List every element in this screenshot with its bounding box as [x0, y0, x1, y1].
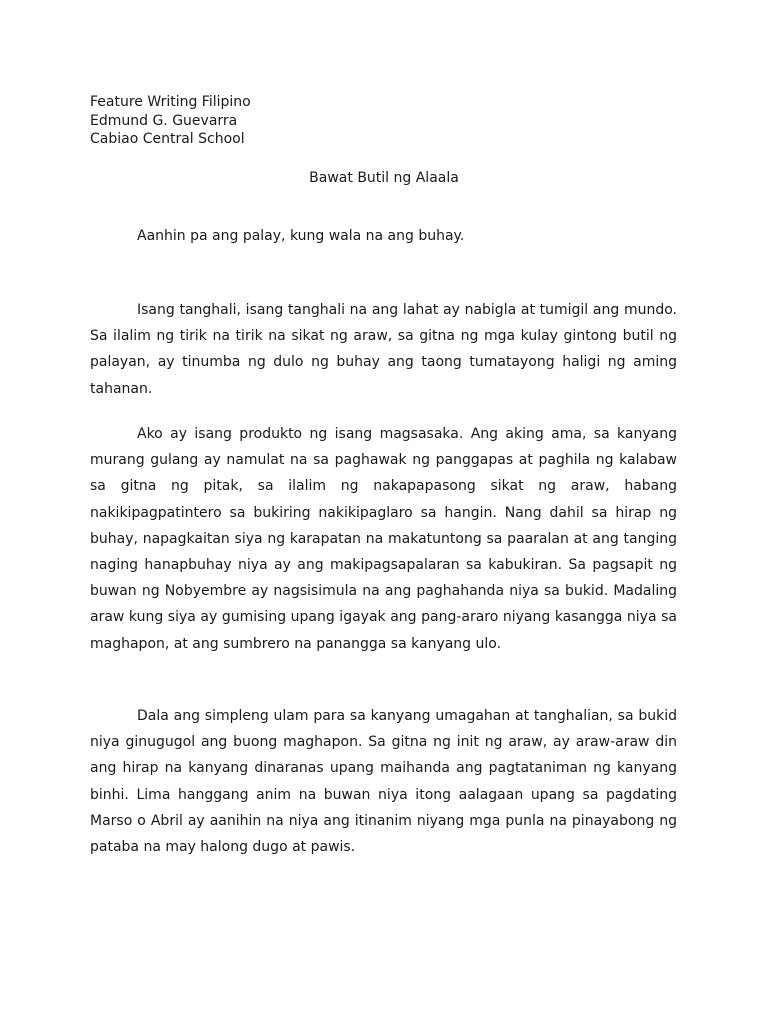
school-name: Cabiao Central School: [90, 131, 245, 147]
author-header: [90, 93, 251, 149]
paragraph-2: Ako ay isang produkto ng isang magsasaka. Ang aking ama, sa kanyang murang gulang ay namulat na sa paghawak ng panggapas at paghila ng kalabaw sa gitna ng pitak, sa ilalim ng nakapapasong sikat ng araw, habang nakikipagpatintero sa bukiring nakikipaglaro sa hangin. Nang dahil sa hirap ng buhay, napagkaitan siya ng karapatan na makatuntong sa paaralan at ang tanging naging hanapbuhay niya ay ang makipagsapalaran sa kabukiran. Sa pagsapit ng buwan ng Nobyembre ay nagsisimula na ang paghahanda niya sa bukid. Madaling araw kung siya ay gumising upang igayak ang pang-araro niyang kasangga niya sa maghapon, at ang sumbrero na panangga sa kanyang ulo.: [90, 426, 677, 652]
author-name: Edmund G. Guevarra: [90, 112, 238, 129]
paragraph-1: Isang tanghali, isang tanghali na ang lahat ay nabigla at tumigil ang mundo. Sa ilalim ng tirik na tirik na sikat ng araw, sa gitna ng mga kulay gintong butil ng palayan, ay tinumba ng dulo ng buhay ang taong tumatayong haligi ng aming tahanan.: [90, 302, 677, 397]
document-title: Bawat Butil ng Alaala: [309, 170, 459, 186]
paragraph-3: Dala ang simpleng ulam para sa kanyang umagahan at tanghalian, sa bukid niya ginugugol ang buong maghapon. Sa gitna ng init ng araw, ay araw-araw din ang hirap na kanyang dinaranas upang maihanda ang pagtataniman ng kanyang binhi. Lima hanggang anim na buwan niya itong aalagaan upang sa pagdating Marso o Abril ay aanihin na niya ang itinanim niyang mga punla na pinayabong ng pataba na may halong dugo at pawis.: [90, 708, 677, 856]
opening-line: Aanhin pa ang palay, kung wala na ang buhay.: [137, 228, 465, 244]
category-line: Feature Writing Filipino: [90, 94, 251, 110]
